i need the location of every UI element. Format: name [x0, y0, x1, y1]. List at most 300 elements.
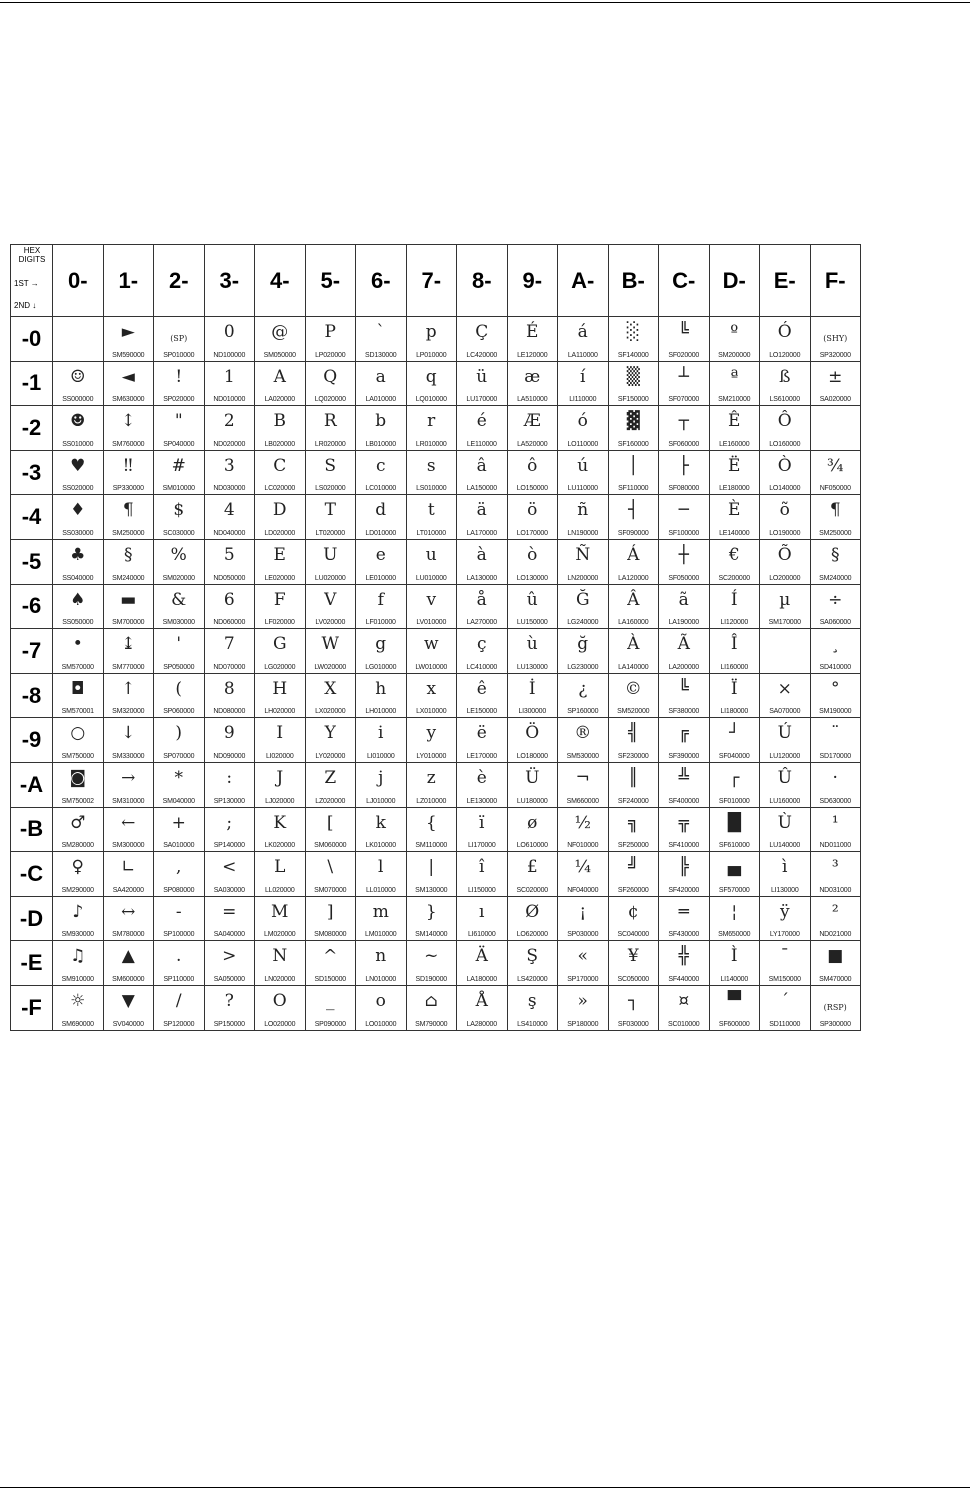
cell-glyph: Å: [475, 990, 488, 1011]
cell-code: LN010000: [365, 975, 397, 983]
column-header: 2-: [154, 245, 205, 317]
code-cell: [103, 584, 154, 629]
code-cell: [204, 361, 255, 406]
cell-glyph: w: [423, 634, 439, 655]
code-cell: [255, 317, 306, 362]
cell-code: SM060000: [314, 842, 347, 850]
cell-glyph: ¦: [731, 901, 738, 922]
code-cell: [457, 406, 508, 451]
cell-code: SP090000: [314, 1020, 346, 1028]
cell-code: LU020000: [314, 574, 346, 582]
code-cell: [507, 629, 558, 674]
cell-code: LK020000: [264, 842, 295, 850]
code-cell: [154, 718, 205, 763]
code-cell: [255, 673, 306, 718]
cell-code: LI120000: [720, 619, 749, 627]
first-digit-label: 1ST →: [14, 279, 39, 288]
column-header: 6-: [356, 245, 407, 317]
code-cell: [709, 450, 760, 495]
cell-glyph: K: [273, 812, 287, 833]
cell-code: SP030000: [567, 931, 599, 939]
code-cell: [255, 896, 306, 941]
cell-code: SC020000: [516, 886, 548, 894]
cell-glyph: È: [728, 500, 741, 521]
cell-code: SP330000: [112, 485, 144, 493]
cell-code: LO620000: [516, 931, 548, 939]
row-header: -E: [11, 941, 53, 986]
cell-glyph: â: [476, 455, 487, 476]
table-row: [11, 495, 861, 540]
code-cell: [255, 450, 306, 495]
cell-code: LX010000: [416, 708, 447, 716]
code-cell: [53, 629, 104, 674]
code-cell: [507, 673, 558, 718]
code-cell: [760, 718, 811, 763]
cell-code: SC030000: [163, 529, 195, 537]
code-cell: [760, 450, 811, 495]
code-cell: [558, 762, 609, 807]
cell-glyph: @: [271, 322, 289, 342]
cell-code: LN190000: [567, 529, 599, 537]
cell-code: SM700000: [112, 619, 145, 627]
cell-code: LI020000: [265, 752, 294, 760]
cell-glyph: ↨: [121, 634, 136, 655]
cell-glyph: Ü: [525, 767, 540, 788]
cell-glyph: ´: [780, 990, 789, 1011]
cell-glyph: x: [426, 678, 437, 699]
code-cell: [507, 852, 558, 897]
code-cell: [659, 539, 710, 584]
code-cell: [154, 450, 205, 495]
code-cell: [608, 406, 659, 451]
row-header: -5: [11, 539, 53, 584]
code-cell: [204, 584, 255, 629]
cell-code: SM650000: [718, 931, 751, 939]
cell-code: LA130000: [466, 574, 497, 582]
cell-code: SF420000: [668, 886, 700, 894]
cell-code: LO010000: [365, 1020, 397, 1028]
cell-glyph: «: [577, 946, 588, 967]
code-cell: [154, 317, 205, 362]
cell-glyph: ±: [828, 366, 843, 387]
cell-code: LA200000: [668, 663, 699, 671]
cell-glyph: Ş: [526, 946, 539, 967]
code-cell: [659, 941, 710, 986]
cell-glyph: Ë: [728, 455, 741, 476]
code-cell: [356, 629, 407, 674]
cell-code: SS040000: [62, 574, 94, 582]
cell-glyph: ♥: [70, 455, 86, 476]
cell-glyph: [: [326, 812, 334, 833]
code-cell: [810, 762, 861, 807]
code-cell: [154, 673, 205, 718]
cell-code: LA180000: [466, 975, 497, 983]
cell-glyph: Ì: [730, 946, 738, 967]
cell-code: LU010000: [415, 574, 447, 582]
column-header: 7-: [406, 245, 457, 317]
code-cell: [760, 807, 811, 852]
cell-glyph: ║: [628, 767, 639, 788]
cell-code: SA030000: [213, 886, 245, 894]
cell-glyph: ş: [527, 990, 537, 1011]
cell-code: SD170000: [819, 752, 851, 760]
cell-glyph: Ç: [475, 322, 489, 342]
cell-glyph: L: [274, 857, 286, 878]
cell-code: SA060000: [819, 619, 851, 627]
cell-glyph: Ô: [777, 411, 792, 432]
cell-glyph: ¼: [574, 857, 591, 878]
code-cell: [659, 807, 710, 852]
table-row: [11, 985, 861, 1030]
cell-code: LJ020000: [265, 797, 295, 805]
cell-code: SF250000: [617, 842, 649, 850]
code-cell: [103, 539, 154, 584]
cell-glyph: $: [173, 500, 185, 521]
code-cell: [356, 495, 407, 540]
cell-code: SD410000: [819, 663, 851, 671]
code-cell: [608, 317, 659, 362]
cell-glyph: e: [375, 544, 386, 565]
cell-glyph: İ: [528, 678, 536, 699]
row-header: -8: [11, 673, 53, 718]
cell-glyph: ]: [326, 901, 334, 922]
code-cell: [457, 317, 508, 362]
cell-glyph: ─: [678, 500, 689, 521]
code-cell: [103, 718, 154, 763]
code-cell: [659, 450, 710, 495]
code-cell: [305, 762, 356, 807]
code-page-table: [10, 244, 861, 1031]
cell-glyph: a: [375, 366, 386, 387]
code-cell: [406, 852, 457, 897]
cell-code: LO120000: [769, 351, 801, 359]
cell-glyph: €: [728, 544, 740, 565]
cell-code: LA010000: [365, 396, 396, 404]
cell-glyph: u: [425, 544, 437, 565]
code-cell: [154, 361, 205, 406]
cell-glyph: ♫: [70, 946, 86, 967]
cell-glyph: ▓: [626, 411, 640, 432]
cell-glyph: G: [272, 634, 287, 655]
code-cell: [103, 852, 154, 897]
column-header: 4-: [255, 245, 306, 317]
code-cell: [558, 852, 609, 897]
cell-glyph: ·: [832, 767, 838, 788]
code-cell: [810, 896, 861, 941]
cell-glyph: O: [272, 990, 287, 1011]
code-cell: [709, 673, 760, 718]
cell-code: SS020000: [62, 485, 94, 493]
code-cell: [53, 361, 104, 406]
code-cell: [457, 584, 508, 629]
code-cell: [659, 495, 710, 540]
code-cell: [810, 317, 861, 362]
code-cell: [356, 941, 407, 986]
cell-code: LI180000: [720, 708, 749, 716]
cell-glyph: ←: [121, 812, 136, 833]
cell-code: SM080000: [314, 931, 347, 939]
code-cell: [810, 985, 861, 1030]
cell-glyph: ◄: [121, 366, 135, 387]
code-cell: [760, 406, 811, 451]
code-cell: [558, 317, 609, 362]
code-cell: [305, 852, 356, 897]
cell-glyph: P: [324, 322, 336, 342]
cell-code: SC050000: [617, 975, 649, 983]
cell-glyph: ♂: [70, 812, 86, 833]
table-row: [11, 317, 861, 362]
cell-glyph: j: [378, 767, 384, 788]
cell-code: SF020000: [668, 351, 700, 359]
code-cell: [305, 673, 356, 718]
cell-code: LC020000: [264, 485, 296, 493]
cell-code: SM250000: [112, 529, 145, 537]
cell-glyph: ï: [479, 812, 485, 833]
code-cell: [810, 539, 861, 584]
cell-glyph: ¿: [578, 678, 588, 699]
cell-glyph: Õ: [777, 544, 792, 565]
cell-code: SM320000: [112, 708, 145, 716]
code-cell: [608, 539, 659, 584]
code-cell: [204, 406, 255, 451]
code-cell: [356, 852, 407, 897]
cell-glyph: R: [323, 411, 337, 432]
cell-code: LP010000: [416, 351, 447, 359]
cell-code: SM280000: [61, 842, 94, 850]
code-cell: [457, 673, 508, 718]
cell-code: SC040000: [617, 931, 649, 939]
cell-glyph: :: [226, 767, 233, 788]
cell-code: SA070000: [769, 708, 801, 716]
cell-glyph: ╣: [628, 723, 639, 744]
table-row: [11, 762, 861, 807]
code-cell: [356, 985, 407, 1030]
code-cell: [406, 985, 457, 1030]
cell-code: NF050000: [819, 485, 851, 493]
code-cell: [558, 629, 609, 674]
cell-code: LU150000: [516, 619, 548, 627]
cell-code: SM760000: [112, 440, 145, 448]
cell-code: SP040000: [163, 440, 195, 448]
column-header: F-: [810, 245, 861, 317]
cell-glyph: b: [375, 411, 387, 432]
cell-code: SM660000: [566, 797, 599, 805]
cell-glyph: ‼: [123, 455, 133, 476]
cell-glyph: %: [170, 544, 187, 565]
cell-code: SM570001: [61, 708, 94, 716]
table-row: [11, 450, 861, 495]
cell-code: LO160000: [769, 440, 801, 448]
code-cell: [457, 985, 508, 1030]
cell-glyph: r: [427, 411, 436, 432]
code-cell: [305, 539, 356, 584]
cell-code: LE020000: [264, 574, 295, 582]
code-cell: [356, 584, 407, 629]
code-cell: [507, 807, 558, 852]
cell-code: LA520000: [517, 440, 548, 448]
cell-glyph: ►: [121, 322, 135, 342]
code-cell: [204, 896, 255, 941]
cell-code: SF070000: [668, 396, 700, 404]
code-cell: [305, 896, 356, 941]
cell-glyph: ┼: [678, 544, 689, 565]
code-cell: [154, 762, 205, 807]
cell-glyph: à: [476, 544, 487, 565]
code-cell: [558, 450, 609, 495]
cell-code: LY170000: [769, 931, 800, 939]
code-cell: [760, 584, 811, 629]
cell-glyph: ù: [526, 634, 538, 655]
code-cell: [760, 361, 811, 406]
cell-glyph: Y: [324, 723, 336, 744]
hex-digits-label: HEX DIGITS: [18, 246, 46, 264]
cell-glyph: k: [375, 812, 386, 833]
cell-glyph: F: [273, 589, 286, 610]
code-cell: [305, 718, 356, 763]
cell-code: SD630000: [819, 797, 851, 805]
cell-glyph: é: [476, 411, 487, 432]
cell-code: SS050000: [62, 619, 94, 627]
cell-code: LI140000: [720, 975, 749, 983]
cell-code: SS000000: [62, 396, 94, 404]
code-cell: [507, 361, 558, 406]
cell-code: LA140000: [618, 663, 649, 671]
code-cell: [659, 317, 710, 362]
cell-code: SM310000: [112, 797, 145, 805]
cell-glyph: ○: [70, 723, 86, 744]
code-cell: [608, 584, 659, 629]
cell-glyph: ³: [831, 857, 839, 878]
table-row: [11, 539, 861, 584]
cell-glyph: █: [727, 812, 741, 833]
cell-glyph: <: [222, 857, 237, 878]
code-cell: [204, 450, 255, 495]
cell-code: SM150000: [768, 975, 801, 983]
code-cell: [608, 629, 659, 674]
code-cell: [406, 539, 457, 584]
code-cell: [356, 807, 407, 852]
cell-code: SF240000: [617, 797, 649, 805]
code-cell: [709, 317, 760, 362]
code-cell: [406, 673, 457, 718]
code-cell: [659, 406, 710, 451]
column-header: E-: [760, 245, 811, 317]
cell-glyph: ↔: [121, 901, 136, 922]
code-cell: [608, 941, 659, 986]
table-row: [11, 584, 861, 629]
cell-code: SM290000: [61, 886, 94, 894]
cell-glyph: T: [324, 500, 336, 521]
code-cell: [608, 896, 659, 941]
cell-glyph: 2: [223, 411, 235, 432]
cell-glyph: Û: [777, 767, 792, 788]
code-cell: [103, 673, 154, 718]
code-cell: [558, 673, 609, 718]
cell-code: LI110000: [569, 396, 597, 404]
cell-code: NF040000: [567, 886, 599, 894]
cell-glyph: ë: [476, 723, 487, 744]
cell-glyph: J: [276, 767, 284, 788]
cell-code: LE180000: [719, 485, 750, 493]
cell-glyph: ├: [678, 455, 689, 476]
code-cell: [103, 762, 154, 807]
code-cell: [810, 718, 861, 763]
code-cell: [558, 584, 609, 629]
table-body: [11, 317, 861, 1031]
cell-code: LO020000: [264, 1020, 296, 1028]
cell-code: LO110000: [567, 440, 599, 448]
code-cell: [356, 539, 407, 584]
top-rule: [0, 2, 970, 3]
cell-glyph: ⌂: [424, 990, 438, 1011]
cell-code: LL010000: [365, 886, 396, 894]
row-header: -4: [11, 495, 53, 540]
cell-glyph: i: [378, 723, 384, 744]
cell-glyph: Ø: [525, 901, 540, 922]
cell-glyph: ↑: [121, 678, 136, 699]
cell-glyph: ¹: [831, 812, 839, 833]
cell-code: LI150000: [467, 886, 496, 894]
cell-code: SM930000: [61, 931, 94, 939]
cell-code: SF110000: [618, 485, 649, 493]
cell-glyph: Ğ: [575, 589, 590, 610]
code-cell: [53, 406, 104, 451]
column-header: D-: [709, 245, 760, 317]
code-cell: [709, 762, 760, 807]
cell-glyph: =: [222, 901, 237, 922]
cell-glyph: ä: [476, 500, 487, 521]
code-cell: [53, 495, 104, 540]
cell-glyph: ◙: [69, 767, 86, 788]
cell-glyph: f: [377, 589, 384, 610]
code-cell: [103, 985, 154, 1030]
cell-glyph: C: [273, 455, 287, 476]
code-cell: [760, 896, 811, 941]
cell-glyph: ↕: [121, 411, 136, 432]
cell-glyph: Î: [730, 634, 738, 655]
row-header: -1: [11, 361, 53, 406]
cell-code: SF390000: [668, 752, 700, 760]
cell-glyph: 1: [223, 366, 235, 387]
code-cell: [255, 985, 306, 1030]
cell-code: LV020000: [315, 619, 346, 627]
cell-code: SM170000: [768, 619, 801, 627]
code-cell: [154, 852, 205, 897]
code-cell: [356, 896, 407, 941]
cell-code: ND050000: [213, 574, 246, 582]
code-cell: [810, 941, 861, 986]
cell-glyph: ¶: [829, 500, 841, 521]
cell-glyph: ø: [527, 812, 538, 833]
code-cell: [608, 450, 659, 495]
second-digit-label: 2ND ↓: [14, 301, 37, 310]
cell-glyph: ¨: [831, 723, 840, 744]
code-cell: [406, 317, 457, 362]
cell-glyph: ◘: [71, 678, 85, 699]
cell-glyph: ÿ: [779, 901, 790, 922]
cell-glyph: Ò: [777, 455, 792, 476]
code-cell: [558, 539, 609, 584]
code-cell: [709, 718, 760, 763]
cell-glyph: D: [272, 500, 287, 521]
cell-code: LF020000: [264, 619, 295, 627]
cell-glyph: -: [175, 901, 182, 922]
cell-code: SM790000: [415, 1020, 448, 1028]
cell-glyph: ç: [476, 634, 487, 655]
code-cell: [305, 495, 356, 540]
bottom-rule: [0, 1487, 970, 1488]
cell-code: SM600000: [112, 975, 145, 983]
